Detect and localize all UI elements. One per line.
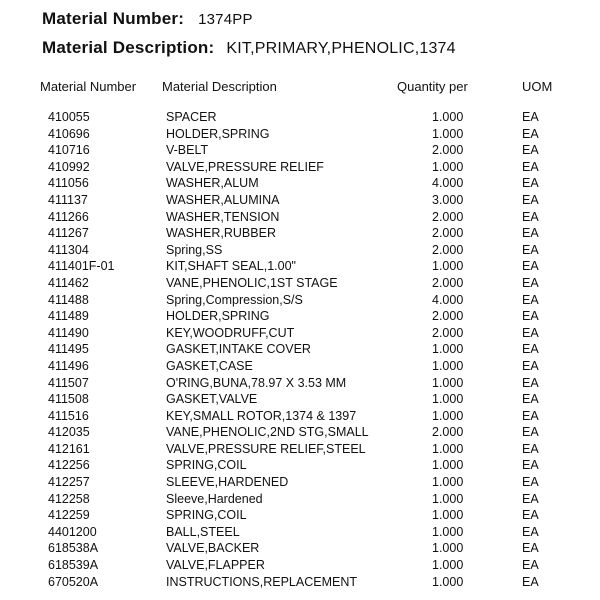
column-header-uom: UOM [522,79,553,94]
uom-cell: EA [522,524,539,539]
material-description-cell: KEY,SMALL ROTOR,1374 & 1397 [166,408,357,423]
material-number-cell: 411490 [48,325,89,340]
quantity-cell: 2.000 [432,325,464,340]
uom-cell: EA [522,475,539,490]
material-description-cell: Spring,SS [166,242,223,257]
material-number-cell: 411496 [48,358,89,373]
material-number-cell: 411137 [48,192,88,207]
table-row [0,491,600,508]
column-header-material-number: Material Number [40,79,137,94]
material-number-cell: 412257 [48,475,90,490]
material-description-cell: HOLDER,SPRING [166,126,270,141]
material-number-cell: 411508 [48,392,89,407]
quantity-cell: 1.000 [432,408,464,423]
uom-cell: EA [522,408,539,423]
uom-cell: EA [522,309,539,324]
material-description-cell: VALVE,PRESSURE RELIEF [166,159,324,174]
material-description-cell: KEY,WOODRUFF,CUT [166,325,295,340]
material-number-cell: 411267 [48,226,89,241]
uom-cell: EA [522,259,539,274]
material-number-cell: 411516 [48,408,89,423]
quantity-cell: 1.000 [432,126,464,141]
quantity-cell: 1.000 [432,159,464,174]
column-header-quantity-per: Quantity per [397,79,468,94]
uom-cell: EA [522,176,539,191]
quantity-cell: 1.000 [432,558,464,573]
material-description-cell: SPRING,COIL [166,458,247,473]
table-row [0,258,600,275]
table-row [0,574,600,591]
quantity-cell: 2.000 [432,425,464,440]
material-description-cell: GASKET,CASE [166,358,253,373]
material-description-cell: WASHER,RUBBER [166,226,276,241]
material-description-cell: Sleeve,Hardened [166,491,263,506]
quantity-cell: 2.000 [432,143,464,158]
material-number-cell: 618538A [48,541,99,556]
material-number-cell: 618539A [48,558,99,573]
material-number-cell: 411462 [48,275,89,290]
table-row [0,391,600,408]
material-description-cell: VALVE,BACKER [166,541,260,556]
table-row [0,358,600,375]
uom-cell: EA [522,159,539,174]
material-description-label: Material Description: [42,38,215,57]
uom-cell: EA [522,541,539,556]
quantity-cell: 1.000 [432,475,464,490]
table-row [0,424,600,441]
quantity-cell: 3.000 [432,192,464,207]
uom-cell: EA [522,126,539,141]
table-row [0,441,600,458]
table-row [0,109,600,126]
material-number-cell: 411507 [48,375,89,390]
material-number-cell: 411304 [48,242,89,257]
uom-cell: EA [522,342,539,357]
material-description-cell: GASKET,INTAKE COVER [166,342,311,357]
table-row [0,209,600,226]
uom-cell: EA [522,143,539,158]
material-description-cell: SLEEVE,HARDENED [166,475,289,490]
uom-cell: EA [522,226,539,241]
uom-cell: EA [522,242,539,257]
quantity-cell: 4.000 [432,176,464,191]
uom-cell: EA [522,508,539,523]
table-row [0,175,600,192]
table-row [0,142,600,159]
uom-cell: EA [522,458,539,473]
table-row [0,126,600,143]
uom-cell: EA [522,292,539,307]
material-number-cell: 411056 [48,176,89,191]
table-row [0,557,600,574]
table-row [0,192,600,209]
uom-cell: EA [522,558,539,573]
material-number-cell: 412258 [48,491,90,506]
material-number-cell: 410055 [48,110,90,124]
material-description-cell: HOLDER,SPRING [166,309,270,324]
uom-cell: EA [522,192,539,207]
material-number-cell: 410992 [48,159,90,174]
material-description-cell: VALVE,PRESSURE RELIEF,STEEL [166,441,366,456]
uom-cell: EA [522,358,539,373]
material-description-cell: WASHER,TENSION [166,209,280,224]
table-row [0,308,600,325]
quantity-cell: 1.000 [432,375,464,390]
material-number-cell: 411401F-01 [48,259,115,274]
uom-cell: EA [522,425,539,440]
material-description-cell: SPACER [166,110,217,124]
material-description-cell: SPRING,COIL [166,508,247,523]
table-row [0,325,600,342]
quantity-cell: 1.000 [432,574,464,589]
material-description-cell: GASKET,VALVE [166,392,258,407]
material-description-cell: WASHER,ALUM [166,176,259,191]
material-number-cell: 411488 [48,292,89,307]
material-number-cell: 412035 [48,425,90,440]
quantity-cell: 1.000 [432,110,464,124]
uom-cell: EA [522,209,539,224]
quantity-cell: 1.000 [432,259,464,274]
material-description-header [42,38,456,58]
material-description-cell: VANE,PHENOLIC,2ND STG,SMALL [166,425,369,440]
quantity-cell: 1.000 [432,441,464,456]
uom-cell: EA [522,275,539,290]
material-number-label: Material Number: [42,9,185,28]
quantity-cell: 2.000 [432,242,464,257]
table-row [0,341,600,358]
table-row [0,275,600,292]
material-description-cell: VANE,PHENOLIC,1ST STAGE [166,275,338,290]
table-row [0,292,600,309]
quantity-cell: 2.000 [432,226,464,241]
material-description-cell: WASHER,ALUMINA [166,192,280,207]
material-number-cell: 412161 [48,441,90,456]
table-row [0,408,600,425]
quantity-cell: 1.000 [432,491,464,506]
material-number-cell: 412259 [48,508,90,523]
uom-cell: EA [522,325,539,340]
material-description-cell: KIT,SHAFT SEAL,1.00" [166,259,296,274]
uom-cell: EA [522,491,539,506]
table-row [0,507,600,524]
material-number-cell: 411489 [48,309,89,324]
uom-cell: EA [522,392,539,407]
table-row [0,457,600,474]
quantity-cell: 1.000 [432,392,464,407]
material-number-cell: 4401200 [48,524,97,539]
quantity-cell: 1.000 [432,524,464,539]
material-number-cell: 411266 [48,209,89,224]
table-row [0,474,600,491]
material-number-header [42,9,253,29]
column-header-material-description: Material Description [162,79,277,94]
quantity-cell: 4.000 [432,292,464,307]
material-number-cell: 410696 [48,126,90,141]
material-description-cell: VALVE,FLAPPER [166,558,265,573]
material-number-cell: 412256 [48,458,90,473]
table-row [0,540,600,557]
material-description-cell: V-BELT [166,143,209,158]
uom-cell: EA [522,574,539,589]
table-row [0,524,600,541]
material-description-cell: INSTRUCTIONS,REPLACEMENT [166,574,357,589]
quantity-cell: 2.000 [432,209,464,224]
table-row [0,159,600,176]
material-number-cell: 670520A [48,574,99,589]
material-number-cell: 411495 [48,342,89,357]
table-row [0,375,600,392]
quantity-cell: 2.000 [432,275,464,290]
material-number-value: 1374PP [198,11,253,28]
uom-cell: EA [522,441,539,456]
quantity-cell: 1.000 [432,458,464,473]
bill-of-materials-table [0,109,600,590]
material-description-cell: Spring,Compression,S/S [166,292,303,307]
quantity-cell: 2.000 [432,309,464,324]
material-description-cell: O'RING,BUNA,78.97 X 3.53 MM [166,375,347,390]
quantity-cell: 1.000 [432,358,464,373]
material-description-value: KIT,PRIMARY,PHENOLIC,1374 [226,40,456,57]
uom-cell: EA [522,110,539,124]
table-row [0,225,600,242]
uom-cell: EA [522,375,539,390]
quantity-cell: 1.000 [432,541,464,556]
table-row [0,242,600,259]
quantity-cell: 1.000 [432,342,464,357]
quantity-cell: 1.000 [432,508,464,523]
material-number-cell: 410716 [48,143,90,158]
material-description-cell: BALL,STEEL [166,524,240,539]
